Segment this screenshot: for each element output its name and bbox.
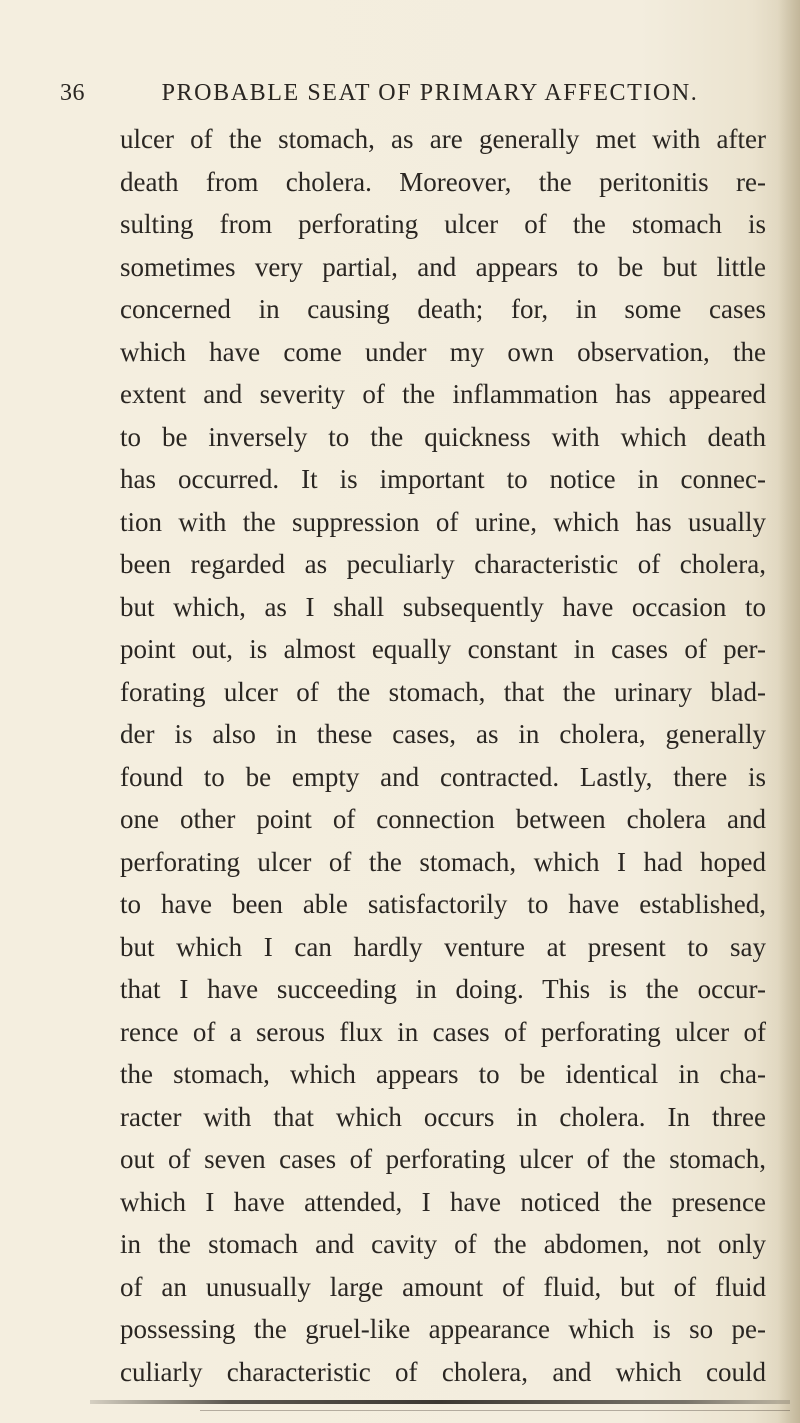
text-line: racter with that which occurs in cholera. In three bbox=[120, 1101, 766, 1132]
text-line: but which I can hardly venture at present to say bbox=[120, 931, 766, 962]
text-line: point out, is almost equally constant in cases of per- bbox=[120, 634, 766, 664]
text-line: tion with the suppression of urine, which has usually bbox=[120, 506, 766, 537]
text-line: culiarly characteristic of cholera, and which could bbox=[120, 1356, 766, 1387]
text-line: in the stomach and cavity of the abdomen, not only bbox=[120, 1229, 766, 1259]
text-line: to have been able satisfactorily to have established, bbox=[120, 889, 766, 919]
text-line: out of seven cases of perforating ulcer of the stomach, bbox=[120, 1144, 766, 1174]
text-line: death from cholera. Moreover, the peritonitis re- bbox=[120, 166, 766, 197]
text-line: which I have attended, I have noticed the presence bbox=[120, 1186, 766, 1217]
text-line: sulting from perforating ulcer of the stomach is bbox=[120, 209, 766, 239]
page-edge-shadow bbox=[778, 0, 800, 1423]
text-line: ulcer of the stomach, as are generally met with after bbox=[120, 124, 766, 154]
text-line: one other point of connection between cholera and bbox=[120, 804, 766, 834]
text-line: forating ulcer of the stomach, that the urinary blad- bbox=[120, 676, 766, 707]
bottom-rule-thin bbox=[200, 1410, 790, 1411]
text-line: concerned in causing death; for, in some cases bbox=[120, 294, 766, 324]
bottom-rule bbox=[90, 1400, 790, 1404]
page-header bbox=[60, 80, 760, 120]
text-line: been regarded as peculiarly characteristic of cholera, bbox=[120, 549, 766, 579]
running-head: PROBABLE SEAT OF PRIMARY AFFECTION. bbox=[161, 80, 699, 106]
text-line: sometimes very partial, and appears to be but little bbox=[120, 251, 766, 282]
text-line: to be inversely to the quickness with which death bbox=[120, 421, 766, 452]
text-line: possessing the gruel-like appearance which is so pe- bbox=[120, 1314, 766, 1344]
text-line: has occurred. It is important to notice in connec- bbox=[120, 464, 766, 494]
text-line: of an unusually large amount of fluid, but of fluid bbox=[120, 1271, 766, 1302]
page-number: 36 bbox=[60, 80, 85, 106]
text-line: the stomach, which appears to be identical in cha- bbox=[120, 1059, 766, 1089]
text-line: that I have succeeding in doing. This is the occur- bbox=[120, 974, 766, 1004]
text-line: der is also in these cases, as in cholera, generally bbox=[120, 719, 766, 749]
text-line: extent and severity of the inflammation has appeared bbox=[120, 379, 766, 409]
text-line: found to be empty and contracted. Lastly, there is bbox=[120, 761, 766, 792]
text-line: which have come under my own observation, the bbox=[120, 336, 766, 367]
text-line: but which, as I shall subsequently have occasion to bbox=[120, 591, 766, 622]
text-line: rence of a serous flux in cases of perforating ulcer of bbox=[120, 1016, 766, 1047]
body-text bbox=[120, 118, 766, 1393]
text-line: perforating ulcer of the stomach, which I had hoped bbox=[120, 846, 766, 877]
